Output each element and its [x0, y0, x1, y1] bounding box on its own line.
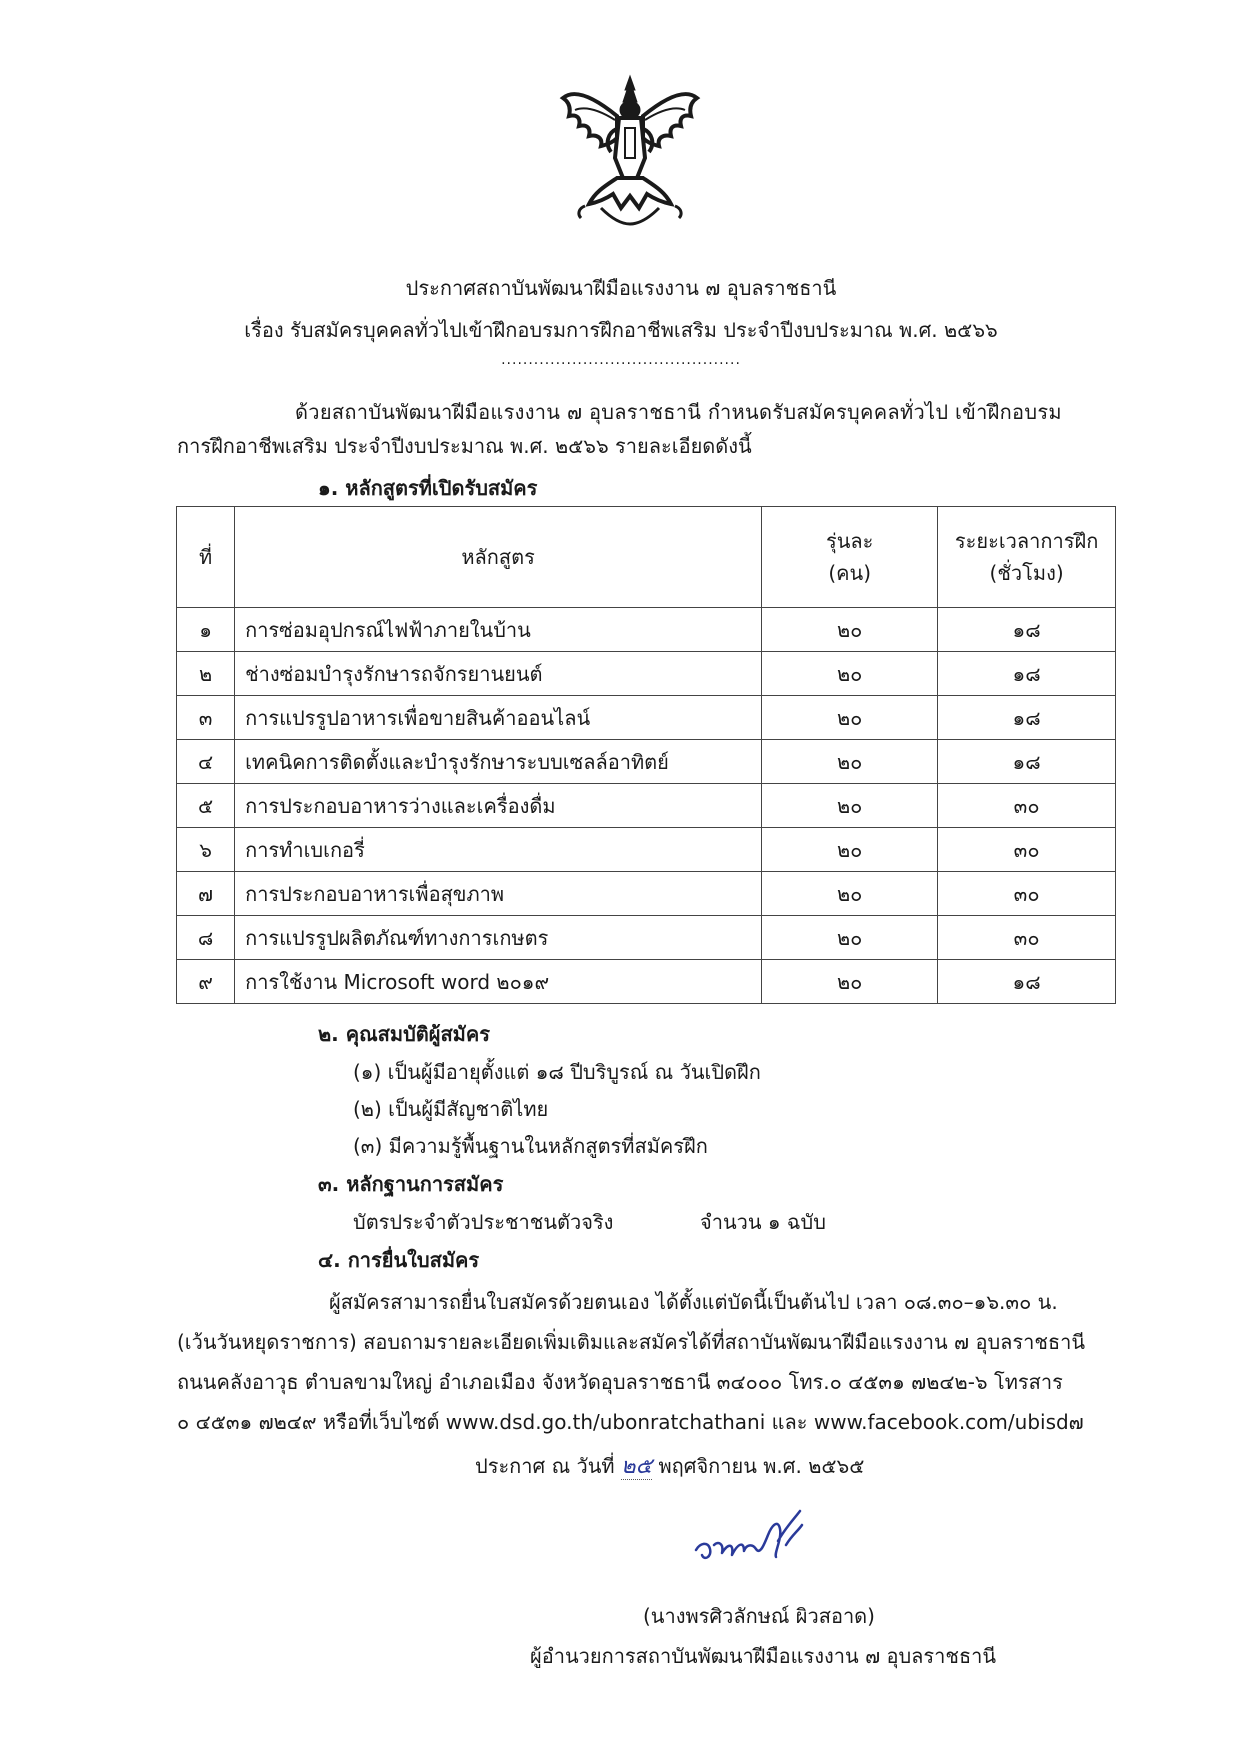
intro-line-1: ด้วยสถาบันพัฒนาฝีมือแรงงาน ๗ อุบลราชธานี กำหนดรับสมัครบุคคลทั่วไป เข้าฝึกอบรม [295, 400, 1062, 424]
intro-line-2: การฝึกอาชีพเสริม ประจำปีงบประมาณ พ.ศ. ๒๕๖๖ รายละเอียดดังนี้ [177, 434, 752, 458]
row-no: ๓ [177, 696, 235, 740]
row-duration: ๑๘ [938, 696, 1116, 740]
qualification-item: (๒) เป็นผู้มีสัญชาติไทย [353, 1097, 549, 1121]
table-row [177, 652, 1116, 696]
row-capacity: ๒๐ [762, 652, 938, 696]
row-no: ๕ [177, 784, 235, 828]
column-header-capacity [762, 507, 938, 608]
row-course: เทคนิคการติดตั้งและบำรุงรักษาระบบเซลล์อาทิตย์ [235, 740, 762, 784]
section-4-heading: ๔. การยื่นใบสมัคร [318, 1248, 480, 1272]
table-row [177, 784, 1116, 828]
row-duration: ๓๐ [938, 784, 1116, 828]
row-capacity: ๒๐ [762, 960, 938, 1004]
row-capacity: ๒๐ [762, 608, 938, 652]
row-capacity: ๒๐ [762, 916, 938, 960]
announcement-title: ประกาศสถาบันพัฒนาฝีมือแรงงาน ๗ อุบลราชธานี [405, 276, 837, 300]
section-2-heading: ๒. คุณสมบัติผู้สมัคร [318, 1022, 490, 1046]
table-row [177, 740, 1116, 784]
capacity-header-line-2: (คน) [828, 561, 871, 585]
row-no: ๙ [177, 960, 235, 1004]
row-duration: ๑๘ [938, 740, 1116, 784]
table-header-row [177, 507, 1116, 608]
application-line-1: ผู้สมัครสามารถยื่นใบสมัครด้วยตนเอง ได้ตั้งแต่บัดนี้เป็นต้นไป เวลา ๐๘.๓๐–๑๖.๓๐ น. [329, 1290, 1058, 1314]
row-duration: ๑๘ [938, 652, 1116, 696]
row-course: การประกอบอาหารเพื่อสุขภาพ [235, 872, 762, 916]
announcement-date-suffix: พฤศจิกายน พ.ศ. ๒๕๖๕ [658, 1454, 865, 1478]
table-row [177, 872, 1116, 916]
qualification-item: (๓) มีความรู้พื้นฐานในหลักสูตรที่สมัครฝึก [353, 1134, 708, 1158]
row-duration: ๓๐ [938, 872, 1116, 916]
duration-header-line-2: (ชั่วโมง) [989, 561, 1064, 585]
row-course: การแปรรูปอาหารเพื่อขายสินค้าออนไลน์ [235, 696, 762, 740]
announcement-date [475, 1448, 864, 1483]
column-header-course: หลักสูตร [235, 507, 762, 608]
table-row [177, 828, 1116, 872]
application-line-3: ถนนคลังอาวุธ ตำบลขามใหญ่ อำเภอเมือง จังหวัดอุบลราชธานี ๓๔๐๐๐ โทร.๐ ๔๕๓๑ ๗๒๔๒-๖ โทรสาร [177, 1370, 1063, 1394]
required-document-quantity: จำนวน ๑ ฉบับ [700, 1210, 826, 1234]
table-row [177, 608, 1116, 652]
row-no: ๑ [177, 608, 235, 652]
row-capacity: ๒๐ [762, 696, 938, 740]
row-course: การแปรรูปผลิตภัณฑ์ทางการเกษตร [235, 916, 762, 960]
row-course: ช่างซ่อมบำรุงรักษารถจักรยานยนต์ [235, 652, 762, 696]
row-no: ๔ [177, 740, 235, 784]
row-duration: ๓๐ [938, 828, 1116, 872]
announcement-subject: เรื่อง รับสมัครบุคคลทั่วไปเข้าฝึกอบรมการฝึกอาชีพเสริม ประจำปีงบประมาณ พ.ศ. ๒๕๖๖ [244, 318, 998, 342]
row-no: ๖ [177, 828, 235, 872]
row-duration: ๑๘ [938, 960, 1116, 1004]
row-course: การใช้งาน Microsoft word ๒๐๑๙ [235, 960, 762, 1004]
required-document: บัตรประจำตัวประชาชนตัวจริง [353, 1210, 614, 1234]
section-3-heading: ๓. หลักฐานการสมัคร [318, 1172, 504, 1196]
courses-table [176, 506, 1116, 1004]
row-duration: ๑๘ [938, 608, 1116, 652]
garuda-emblem-icon [555, 68, 705, 238]
row-no: ๗ [177, 872, 235, 916]
table-row [177, 916, 1116, 960]
row-no: ๒ [177, 652, 235, 696]
table-row [177, 696, 1116, 740]
row-duration: ๓๐ [938, 916, 1116, 960]
duration-header-line-1: ระยะเวลาการฝึก [954, 529, 1099, 553]
row-capacity: ๒๐ [762, 872, 938, 916]
application-details [177, 1282, 1117, 1442]
row-course: การประกอบอาหารว่างและเครื่องดื่ม [235, 784, 762, 828]
qualification-item: (๑) เป็นผู้มีอายุตั้งแต่ ๑๘ ปีบริบูรณ์ ณ วันเปิดฝึก [353, 1060, 761, 1084]
row-capacity: ๒๐ [762, 828, 938, 872]
title-separator: ............................................ [501, 352, 741, 368]
row-course: การซ่อมอุปกรณ์ไฟฟ้าภายในบ้าน [235, 608, 762, 652]
column-header-duration [938, 507, 1116, 608]
announcement-date-day: ๒๕ [620, 1454, 653, 1479]
table-row [177, 960, 1116, 1004]
column-header-no: ที่ [177, 507, 235, 608]
handwritten-signature-icon [690, 1505, 810, 1575]
row-capacity: ๒๐ [762, 740, 938, 784]
application-line-2: (เว้นวันหยุดราชการ) สอบถามรายละเอียดเพิ่มเติมและสมัครได้ที่สถาบันพัฒนาฝีมือแรงงาน ๗ อุบลราชธานี [177, 1330, 1086, 1354]
signer-name: (นางพรศิวลักษณ์ ผิวสอาด) [643, 1604, 875, 1628]
row-no: ๘ [177, 916, 235, 960]
signer-position: ผู้อำนวยการสถาบันพัฒนาฝีมือแรงงาน ๗ อุบลราชธานี [530, 1644, 997, 1668]
capacity-header-line-1: รุ่นละ [825, 529, 874, 553]
row-capacity: ๒๐ [762, 784, 938, 828]
section-1-heading: ๑. หลักสูตรที่เปิดรับสมัคร [318, 476, 538, 500]
announcement-date-prefix: ประกาศ ณ วันที่ [475, 1454, 615, 1478]
row-course: การทำเบเกอรี่ [235, 828, 762, 872]
application-line-4: ๐ ๔๕๓๑ ๗๒๔๙ หรือที่เว็บไซต์ www.dsd.go.th/ubonratchathani และ www.facebook.com/ubisd๗ [177, 1410, 1084, 1434]
